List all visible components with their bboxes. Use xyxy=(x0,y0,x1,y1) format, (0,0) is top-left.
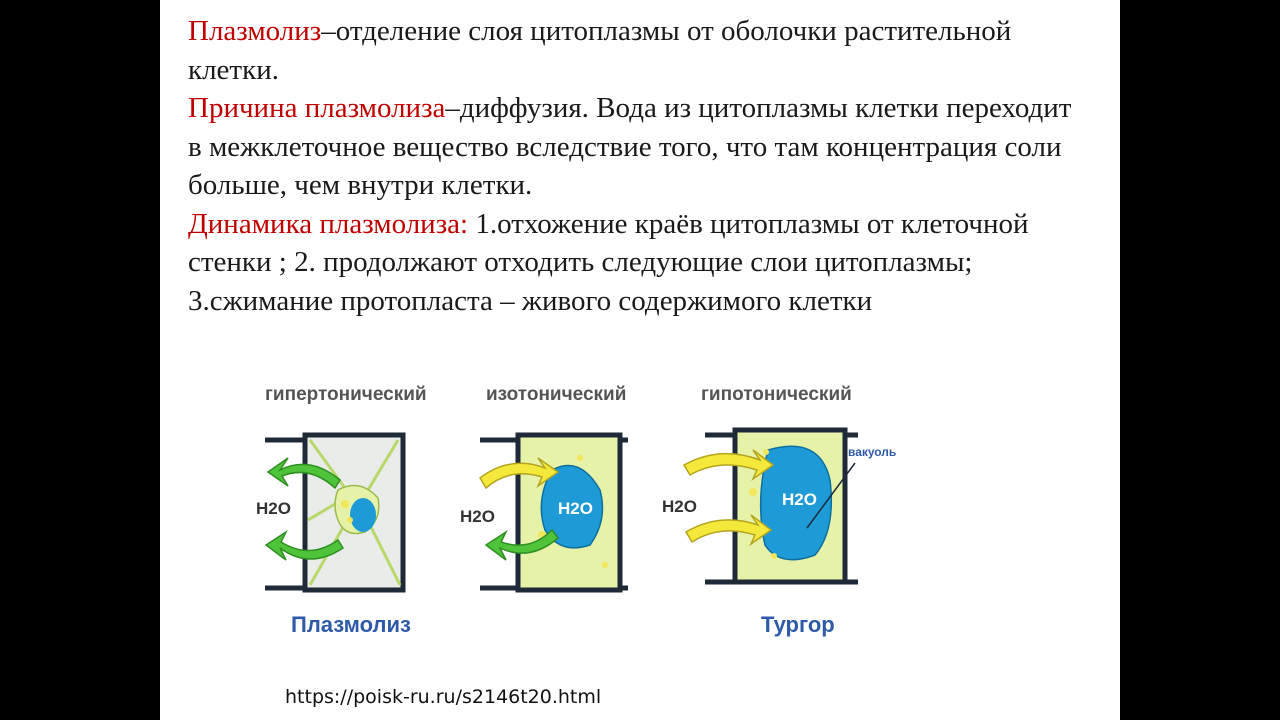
water-label-3-inner: H2O xyxy=(782,490,817,509)
vacuole-label: вакуоль xyxy=(848,445,897,459)
water-label-2-inner: H2O xyxy=(558,499,593,518)
term-dynamics: Динамика плазмолиза: xyxy=(188,207,469,240)
cell-isotonic xyxy=(460,435,628,590)
source-url[interactable]: https://poisk-ru.ru/s2146t20.html xyxy=(285,686,602,708)
term-cause: Причина плазмолиза xyxy=(188,92,446,124)
water-label-1: H2O xyxy=(256,499,291,518)
water-label-3: H2O xyxy=(662,497,697,516)
term-plasmolysis: Плазмолиз xyxy=(188,15,322,47)
text-cause: –диффузия. Вода из цитоплазмы клетки переходит в межклеточное вещество вследствие того, что там концентрация соли больше, чем внутри клетки. xyxy=(188,92,1072,201)
water-label-2: H2O xyxy=(460,507,495,526)
cell-hypertonic xyxy=(256,435,403,590)
text-dynamics: 1.отхожение краёв цитоплазмы от клеточной стенки ; 2. продолжают отходить следующие слои цитоплазмы; 3.сжимание протопласта – живого содержимого клетки xyxy=(188,207,1029,317)
caption-turgor: Тургор xyxy=(761,612,835,637)
cell-label-hypertonic: гипертонический xyxy=(265,384,427,405)
cell-label-isotonic: изотонический xyxy=(486,384,627,405)
cell-hypotonic xyxy=(662,430,896,582)
cell-label-hypotonic: гипотонический xyxy=(701,384,852,405)
text-plasmolysis: –отделение слоя цитоплазмы от оболочки растительной клетки. xyxy=(188,15,1012,86)
slide xyxy=(160,0,1120,720)
caption-plasmolysis: Плазмолиз xyxy=(291,612,411,637)
